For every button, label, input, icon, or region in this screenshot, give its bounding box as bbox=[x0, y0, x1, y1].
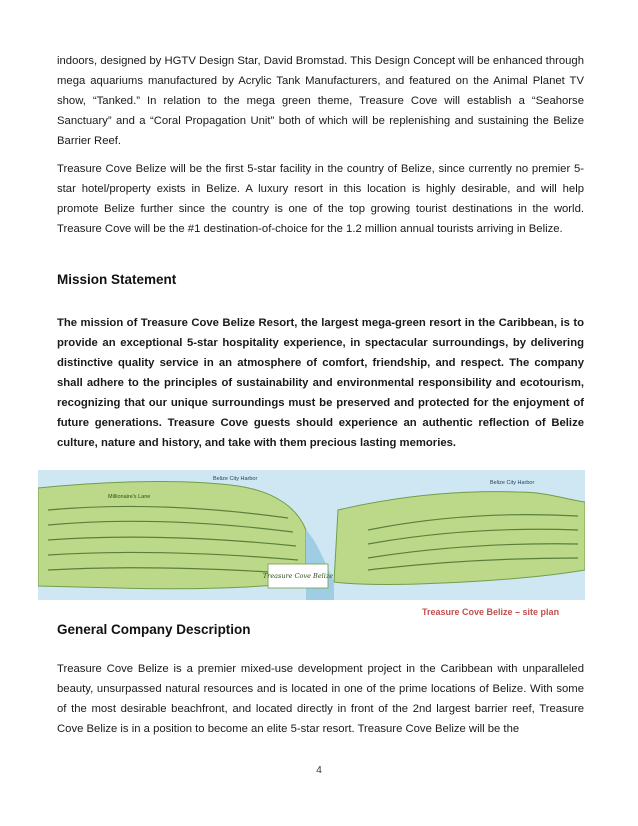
label-harbor-right: Belize City Harbor bbox=[490, 480, 535, 486]
site-plan-caption: Treasure Cove Belize – site plan bbox=[422, 607, 560, 617]
site-plan-map bbox=[38, 470, 585, 600]
page-number: 4 bbox=[316, 765, 322, 776]
paragraph-mission: The mission of Treasure Cove Belize Resort, the largest mega-green resort in the Caribbean, is to provide an exceptional 5-star hospitality experience, in spectacular surroundings, by delivering distinctive quality service in an atmosphere of comfort, friendship, and respect. The company shall adhere to the principles of sustainability and environmental responsibility and ecotourism, recognizing that our unique surroundings must be preserved and protected for the enjoyment of future generations. Treasure Cove guests should experience an authentic reflection of Belize culture, nature and history, and take with them precious lasting memories. bbox=[57, 317, 584, 449]
right-land bbox=[334, 492, 585, 585]
paragraph-first-5-star: Treasure Cove Belize will be the first 5-star facility in the country of Belize, since currently no premier 5-star hotel/property exists in Belize. A luxury resort in this location is highly desirable, and will help promote Belize further since the country is one of the top growing tourist destinations in the world. Treasure Cove will be the #1 destination-of-choice for the 1.2 million annual tourists arriving in Belize. bbox=[57, 163, 584, 235]
label-harbor-left: Belize City Harbor bbox=[213, 476, 258, 482]
heading-general-company-description: General Company Description bbox=[57, 622, 251, 637]
label-millionaires-lane: Millionaire's Lane bbox=[108, 494, 151, 500]
logo-text: Treasure Cove Belize bbox=[262, 572, 334, 580]
site-plan-image bbox=[38, 470, 585, 600]
paragraph-general-description: Treasure Cove Belize is a premier mixed-use development project in the Caribbean with unparalleled beauty, unsurpassed natural resources and is located in one of the prime locations of Belize. With some of the most desirable beachfront, and located directly in front of the 2nd largest barrier reef, Treasure Cove Belize is in a position to become an elite 5-star resort. Treasure Cove Belize will be the bbox=[57, 663, 584, 735]
heading-mission-statement: Mission Statement bbox=[57, 272, 177, 287]
paragraph-design-concept: indoors, designed by HGTV Design Star, David Bromstad. This Design Concept will be enhanced through mega aquariums manufactured by Acrylic Tank Manufacturers, and featured on the Animal Planet TV show, “Tanked.” In relation to the mega green theme, Treasure Cove will establish a “Seahorse Sanctuary” and a “Coral Propagation Unit” both of which will be replenishing and sustaining the Belize Barrier Reef. bbox=[57, 55, 584, 147]
